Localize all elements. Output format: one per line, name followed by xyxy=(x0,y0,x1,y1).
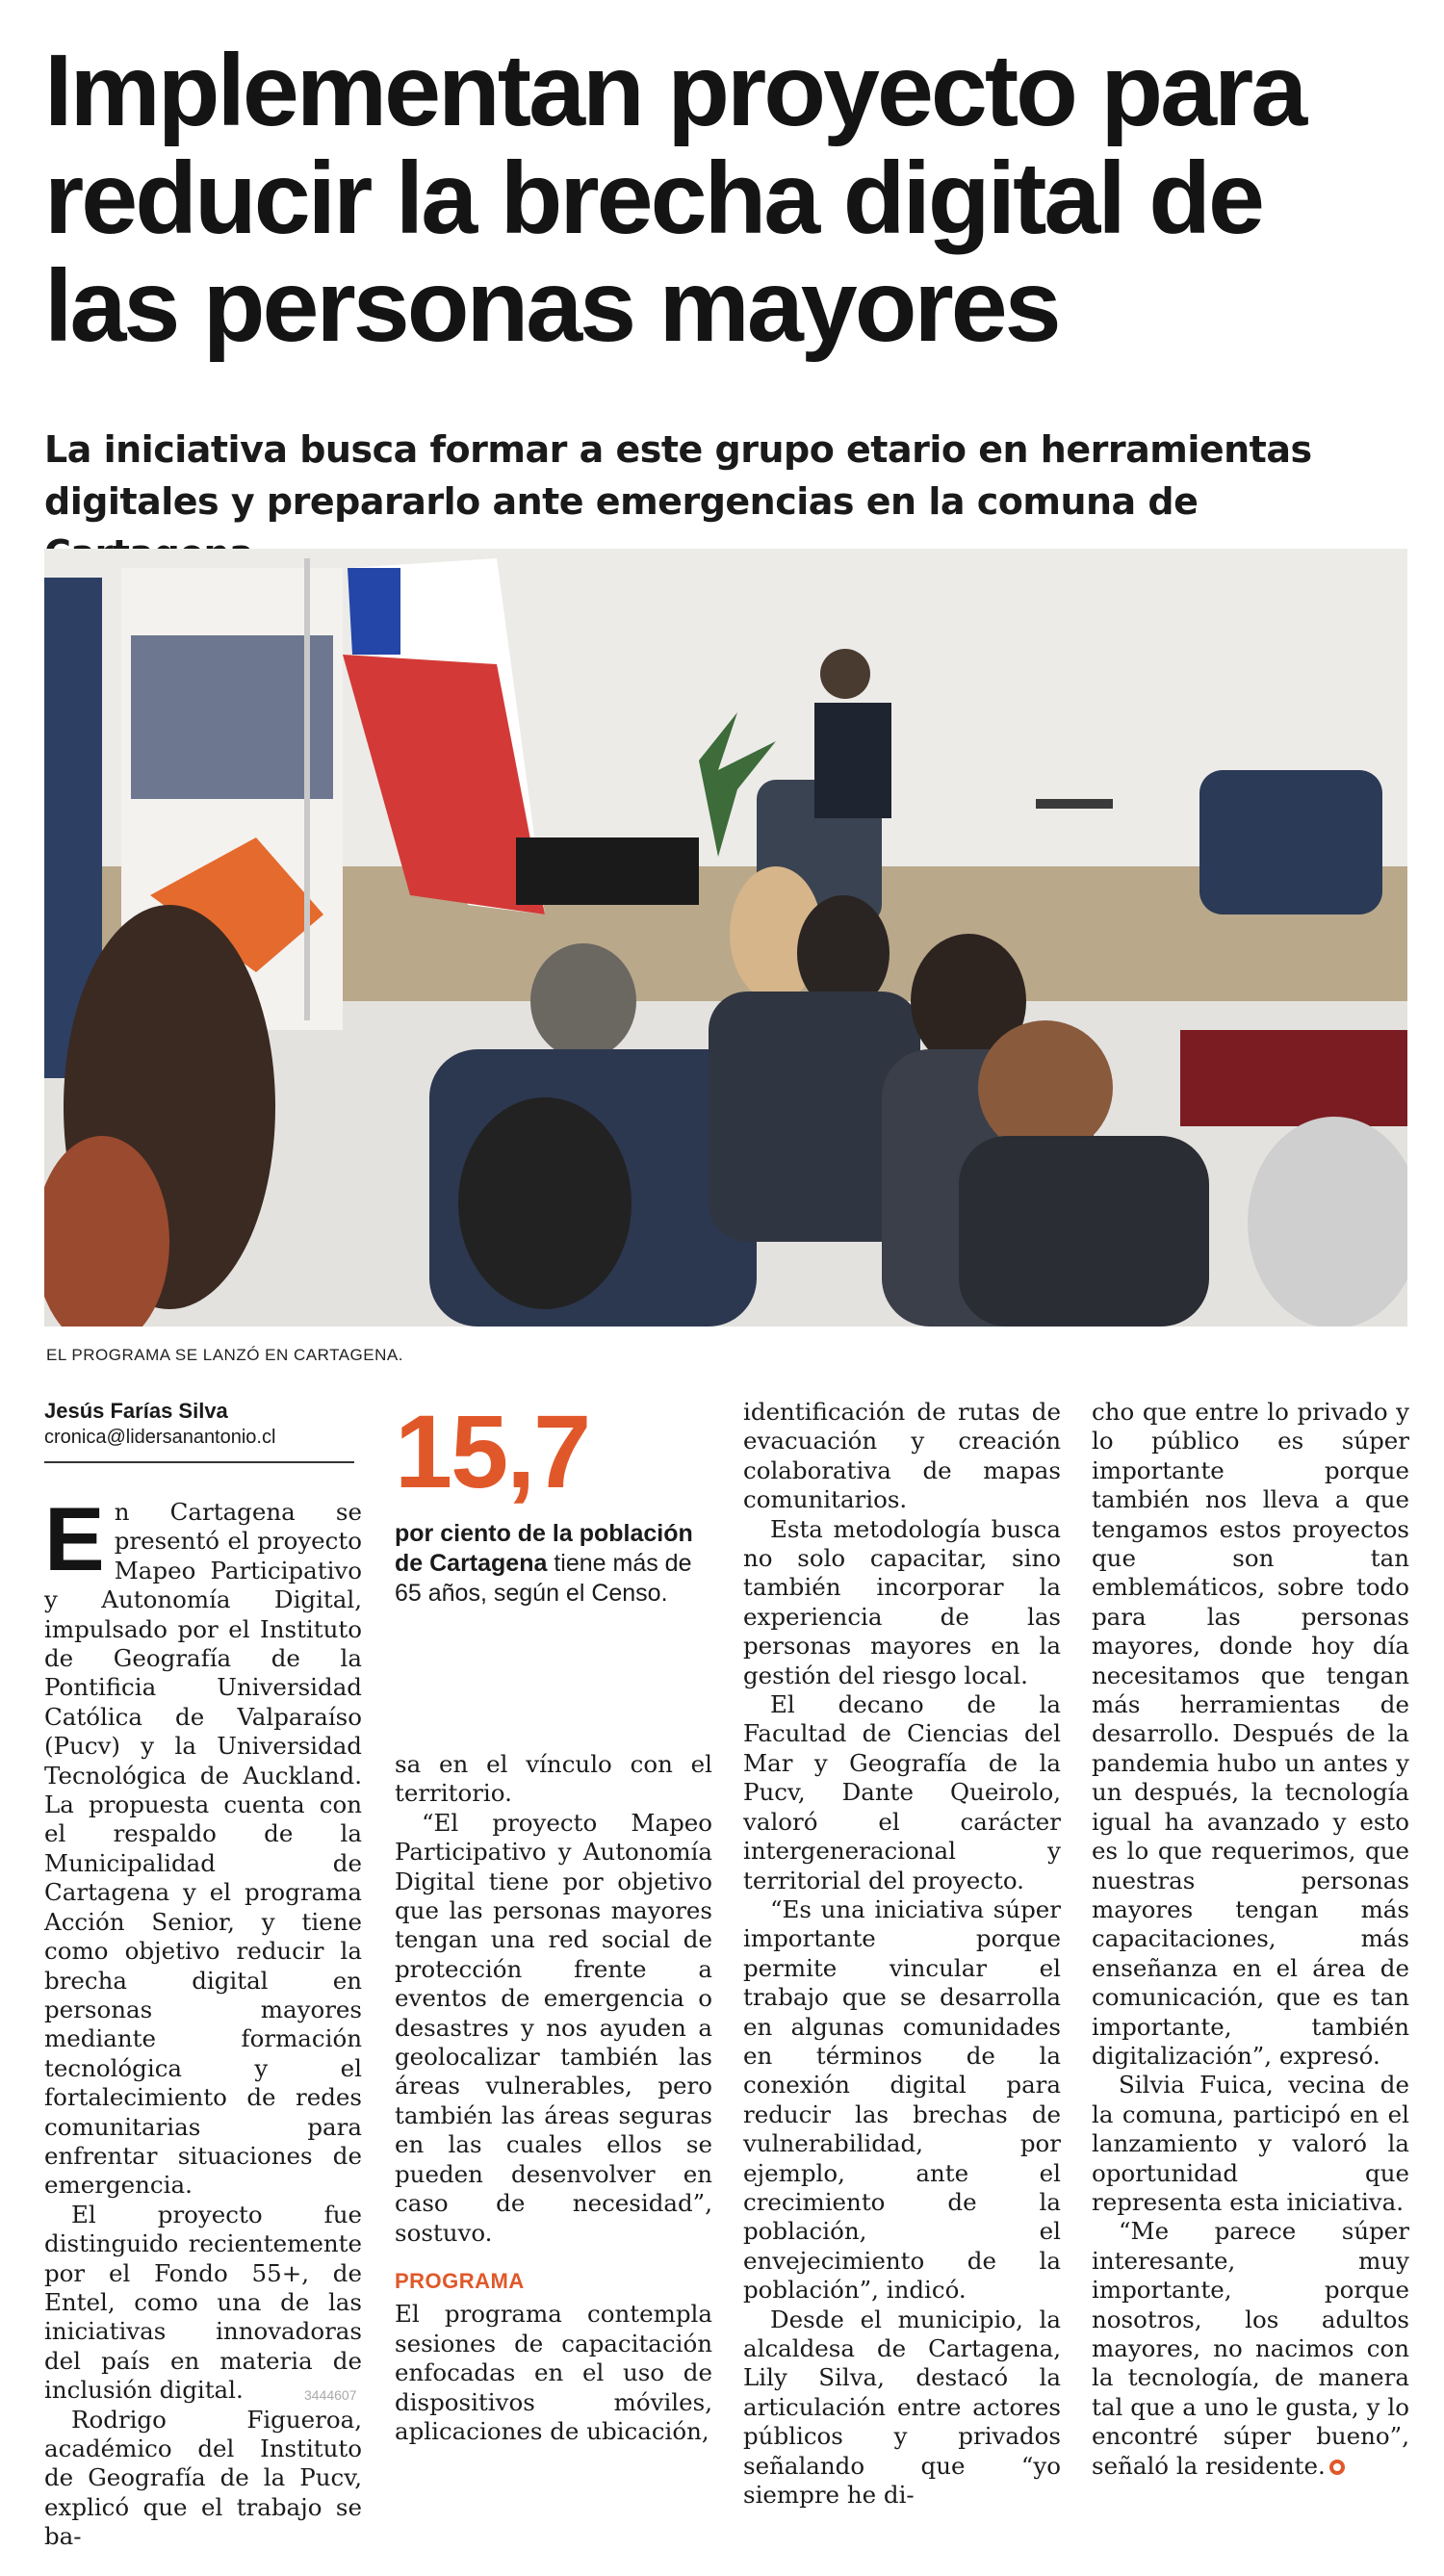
paragraph: Rodrigo Figueroa, académico del Instituto de Geografía de la Pucv, explicó que el trabajo se ba- xyxy=(44,2405,362,2551)
paragraph: Desde el municipio, la alcaldesa de Cartagena, Lily Silva, destacó la articulación entre actores públicos y privados señalando que “yo siempre he di- xyxy=(743,2305,1061,2510)
byline xyxy=(44,1398,354,1463)
section-subhead: PROGRAMA xyxy=(395,2268,525,2293)
headline: Implementan proyecto para reducir la brecha digital de las personas mayores xyxy=(44,34,1305,363)
paragraph: sa en el vínculo con el territorio. xyxy=(395,1750,712,1808)
subheadline: La iniciativa busca formar a este grupo etario en herramientas digitales y prepararlo ante emergencias en la comuna de xyxy=(44,428,1312,523)
photo-caption: EL PROGRAMA SE LANZÓ EN CARTAGENA. xyxy=(46,1346,403,1364)
paragraph: El proyecto fue distinguido recientemente por el Fondo 55+, de Entel, como una de las iniciativas innovadoras del país en materia de inclusión digital. xyxy=(44,2200,362,2405)
text-column-4 xyxy=(1092,1398,1409,2481)
stat-callout xyxy=(395,1393,722,1609)
watermark: 3444607 xyxy=(304,2387,357,2403)
end-of-article-icon xyxy=(1329,2460,1345,2475)
text-column-2 xyxy=(395,1750,712,2446)
paragraph xyxy=(44,1488,362,2201)
paragraph-text: n Cartagena se presentó el proyecto Mapeo Participativo y Autonomía Digital, impulsado por el Instituto de Geografía de la Pontificia Universidad Católica de Valparaíso (Pucv) y la Universidad Tecnológica de Auckland. La propuesta cuenta con el respaldo de la Municipalidad de Cartagena y el programa Acción Senior, y tiene como objetivo reducir la brecha digital en personas mayores mediante formación tecnológica y el fortalecimiento de redes comunitarias para enfrentar situaciones de emergencia. xyxy=(44,1498,362,2200)
paragraph: identificación de rutas de evacuación y creación colaborativa de mapas comunitarios. xyxy=(743,1398,1061,1514)
author-email: cronica@lidersanantonio.cl xyxy=(44,1427,276,1448)
stat-number: 15,7 xyxy=(395,1393,590,1509)
photo-illustration xyxy=(44,549,1407,1327)
stat-text xyxy=(395,1519,722,1609)
text-column-3 xyxy=(743,1398,1061,2510)
paragraph: Silvia Fuica, vecina de la comuna, participó en el lanzamiento y valoró la oportunidad que representa esta iniciativa. xyxy=(1092,2071,1409,2216)
paragraph: Esta metodología busca no solo capacitar, sino también incorporar la experiencia de las personas mayores en la gestión del riesgo local. xyxy=(743,1514,1061,1689)
paragraph: El programa contempla sesiones de capacitación enfocadas en el uso de dispositivos móviles, aplicaciones de ubicación, xyxy=(395,2300,712,2445)
paragraph: cho que entre lo privado y lo público es súper importante porque también nos lleva a que tengamos estos proyectos que son tan emblemáticos, sobre todo para las personas mayores, donde hoy día necesitamos que tengan más herramientas de desarrollo. Después de la pandemia hubo un antes y un después, la tecnología igual ha avanzado y esto es lo que requerimos, que nuestras personas mayores tengan más capacitaciones, más enseñanza en el área de comunicación, que es tan importante, también digitalización”, expresó. xyxy=(1092,1398,1409,2070)
paragraph: “El proyecto Mapeo Participativo y Autonomía Digital tiene por objetivo que las personas mayores tengan una red social de protección frente a eventos de emergencia o desastres y nos ayuden a geolocalizar también las áreas vulnerables, pero también las áreas seguras en las cuales ellos se pueden desenvolver en caso de necesidad”, sostuvo. xyxy=(395,1808,712,2247)
stat-text-rest: tiene más de 65 años, según el Censo. xyxy=(395,1550,692,1607)
stat-text-bold: por ciento de la población de Cartagena xyxy=(395,1520,693,1577)
drop-cap: E xyxy=(44,1488,105,1589)
paragraph: El decano de la Facultad de Ciencias del Mar y Geografía de la Pucv, Dante Queirolo, valoró el carácter intergeneracional y territorial del proyecto. xyxy=(743,1690,1061,1894)
author-name: Jesús Farías Silva xyxy=(44,1399,228,1423)
article-photo xyxy=(44,549,1407,1327)
byline-divider xyxy=(44,1461,354,1463)
paragraph: “Es una iniciativa súper importante porque permite vincular el trabajo que se desarrolla en algunas comunidades en términos de la conexión digital para reducir las brechas de vulnerabilidad, por ejemplo, ante el crecimiento de la población, el envejecimiento de la población”, indicó. xyxy=(743,1894,1061,2305)
paragraph-text: “Me parece súper interesante, muy importante, porque nosotros, los adultos mayores, no nacimos con la tecnología, de manera tal que a uno le gusta, y lo encontré súper bueno”, señaló la residente. xyxy=(1092,2217,1409,2480)
paragraph xyxy=(1092,2217,1409,2481)
